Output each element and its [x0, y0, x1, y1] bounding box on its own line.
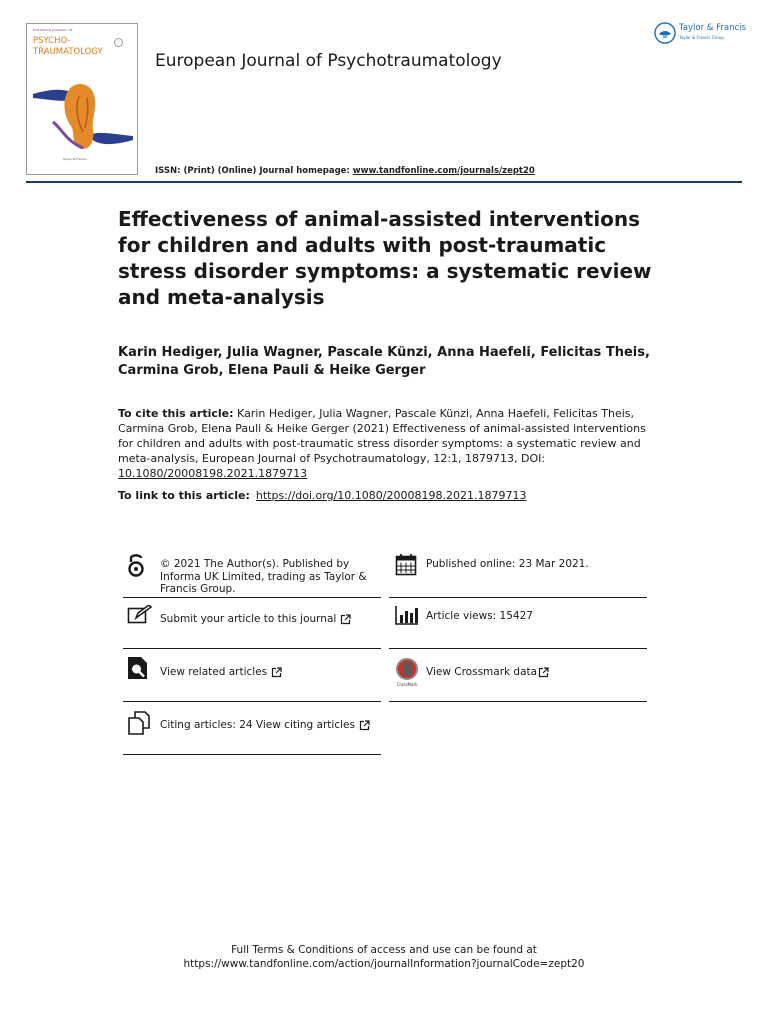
cite-text: Karin Hediger, Julia Wagner, Pascale Künzi, Anna Haefeli, Felicitas Theis, Carmina Grob, Elena Pauli & Heike Gerger (2021) Effectiveness of animal-assisted interventions for children and adults with post-traumatic stress disorder symptoms: a systematic review and meta-analysis, European Journal of Psychotraumatology, 12:1, 1879713, DOI: — [118, 407, 646, 465]
info-divider — [389, 597, 647, 598]
cover-title-line2: TRAUMATOLOGY — [33, 47, 103, 57]
crossmark-icon-label: CrossMark — [396, 682, 418, 687]
external-link-icon — [538, 667, 549, 678]
issn-line — [155, 166, 535, 176]
cover-artwork-icon — [33, 82, 133, 154]
info-divider — [389, 648, 647, 649]
article-title: Effectiveness of animal-assisted interventions for children and adults with post-traumatic stress disorder symptoms: a systematic review and meta-analysis — [118, 207, 652, 309]
cover-title-line1: PSYCHO- — [33, 36, 71, 46]
citation-block — [118, 406, 654, 481]
article-link-line — [118, 489, 526, 502]
external-link-icon — [359, 720, 370, 731]
info-divider — [389, 701, 647, 702]
bar-chart-icon — [395, 605, 419, 625]
info-divider — [123, 701, 381, 702]
related-articles-icon — [127, 656, 149, 680]
external-link-icon — [271, 667, 282, 678]
article-views-text: Article views: 15427 — [426, 610, 533, 622]
journal-title: European Journal of Psychotraumatology — [155, 51, 502, 71]
footer-terms-link[interactable]: https://www.tandfonline.com/action/journalInformation?journalCode=zept20 — [183, 958, 585, 970]
citing-articles-text: Citing articles: 24 View citing articles — [160, 719, 355, 731]
citing-articles-link[interactable] — [160, 719, 370, 732]
footer-line-1: Full Terms & Conditions of access and use can be found at — [231, 944, 537, 956]
edit-icon — [127, 605, 153, 625]
cover-topline: EUROPEAN JOURNAL OF — [33, 28, 73, 32]
external-link-icon — [340, 614, 351, 625]
related-articles-text: View related articles — [160, 666, 268, 678]
link-label: To link to this article: — [118, 489, 250, 502]
taylor-francis-logo-icon — [654, 22, 676, 44]
publisher-name: Taylor & Francis — [679, 23, 746, 33]
related-articles-link[interactable] — [160, 666, 282, 679]
authors-line-2: Carmina Grob, Elena Pauli & Heike Gerger — [118, 363, 426, 378]
article-authors — [118, 344, 678, 380]
open-access-text: © 2021 The Author(s). Published by Informa UK Limited, trading as Taylor & Francis Group. — [160, 558, 367, 595]
journal-cover — [26, 23, 138, 175]
info-divider — [123, 597, 381, 598]
calendar-icon — [395, 553, 417, 576]
info-divider — [123, 754, 381, 755]
cover-publisher: Taylor & Francis — [63, 157, 87, 161]
cover-badge-icon — [114, 38, 123, 47]
journal-homepage-link[interactable]: www.tandfonline.com/journals/zept20 — [352, 166, 535, 176]
crossmark-link[interactable] — [426, 666, 549, 679]
citing-articles-icon — [127, 711, 151, 735]
cite-doi-link[interactable]: 10.1080/20008198.2021.1879713 — [118, 467, 308, 480]
issn-text: ISSN: (Print) (Online) Journal homepage: — [155, 166, 353, 176]
footer-terms — [0, 943, 768, 971]
open-access-icon — [127, 552, 145, 578]
cite-label: To cite this article: — [118, 407, 234, 420]
article-doi-link[interactable]: https://doi.org/10.1080/20008198.2021.1879713 — [255, 489, 527, 502]
submit-article-link[interactable] — [160, 613, 351, 626]
publisher-group: Taylor & Francis Group — [679, 35, 724, 40]
published-online-text: Published online: 23 Mar 2021. — [426, 558, 589, 570]
crossmark-icon — [395, 658, 419, 688]
submit-article-text: Submit your article to this journal — [160, 613, 337, 625]
info-divider — [123, 648, 381, 649]
crossmark-text: View Crossmark data — [426, 666, 538, 678]
authors-line-1: Karin Hediger, Julia Wagner, Pascale Künzi, Anna Haefeli, Felicitas Theis, — [118, 345, 650, 360]
header-divider — [26, 181, 742, 183]
